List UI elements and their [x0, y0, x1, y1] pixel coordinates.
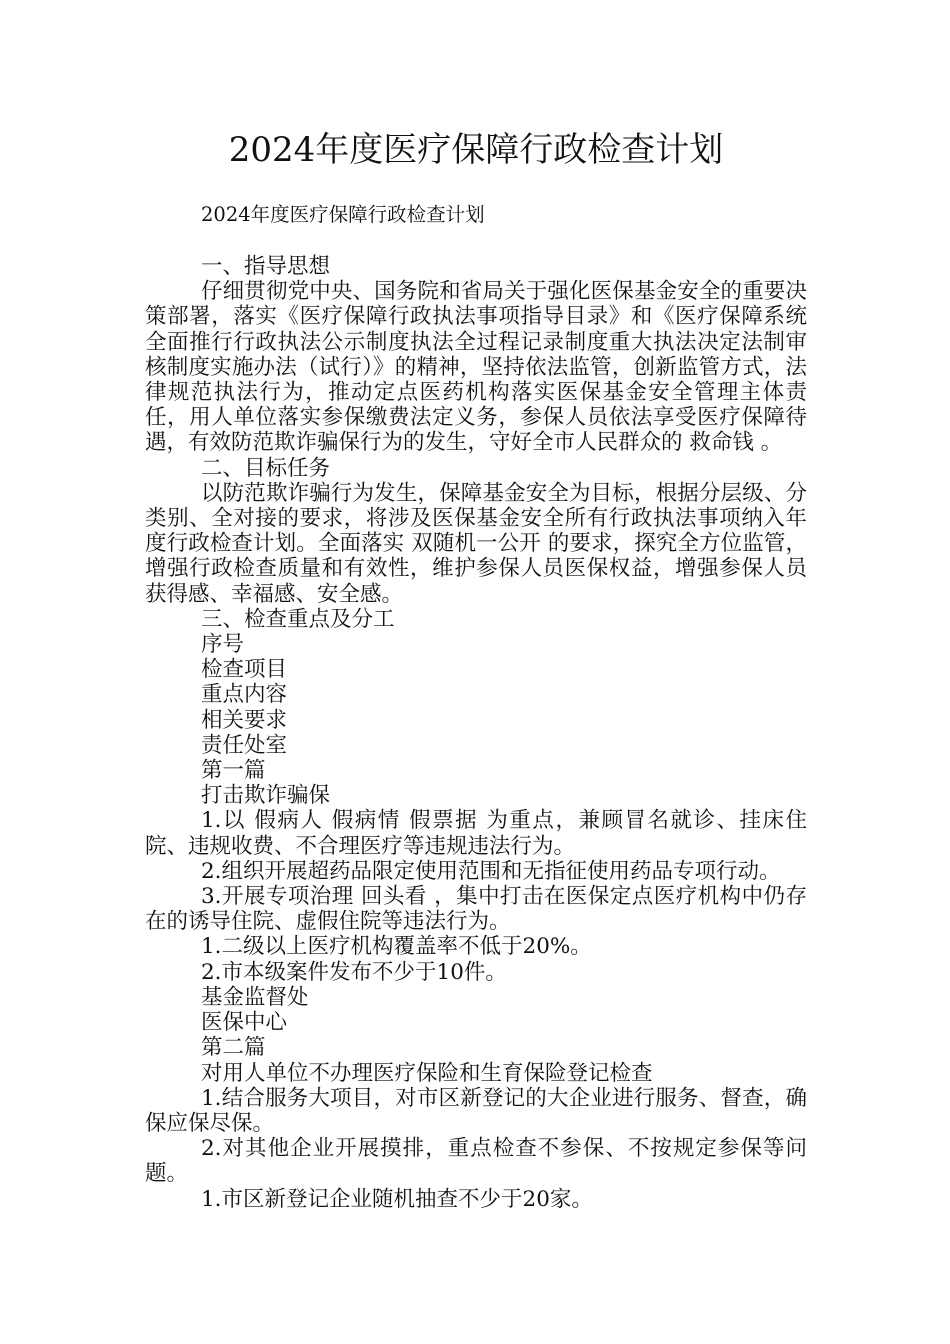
- table-header-key-content: 重点内容: [201, 682, 288, 708]
- document-title: 2024年度医疗保障行政检查计划: [228, 130, 724, 170]
- table-cell-employer-registration-check: 对用人单位不办理医疗保险和生育保险登记检查: [201, 1060, 653, 1086]
- paragraph-guiding-ideology: 仔细贯彻党中央、国务院和省局关于强化医保基金安全的重要决策部署，落实《医疗保障行政执法事项指导目录》和《医疗保障系统全面推行行政执法公示制度执法全过程记录制度重大执法决定法制审核制度实施办法（试行）》的精神，坚持依法监管，创新监管方式，法律规范执法行为，推动定点医药机构落实医保基金安全管理主体责任，用人单位落实参保缴费法定义务，参保人员依法享受医疗保障待遇，有效防范欺诈骗保行为的发生，守好全市人民群众的 救命钱 。: [145, 279, 807, 456]
- list-item-employer-focus-1: 1.结合服务大项目，对市区新登记的大企业进行服务、督查，确保应保尽保。: [145, 1085, 807, 1136]
- section-heading-guiding-ideology: 一、指导思想: [201, 254, 331, 279]
- list-item-focus-2: 2.组织开展超药品限定使用范围和无指征使用药品专项行动。: [201, 858, 781, 884]
- table-cell-part-two: 第二篇: [201, 1035, 266, 1061]
- document-body: [145, 254, 807, 1212]
- table-header-responsible-office: 责任处室: [201, 732, 288, 758]
- document-page: [145, 0, 807, 1212]
- table-header-serial-number: 序号: [201, 632, 245, 658]
- table-header-inspection-item: 检查项目: [201, 657, 288, 683]
- table-cell-part-one: 第一篇: [201, 758, 266, 784]
- table-cell-fraud-crackdown: 打击欺诈骗保: [201, 783, 331, 809]
- section-heading-inspection-focus: 三、检查重点及分工: [201, 606, 395, 632]
- list-item-focus-1: 1.以 假病人 假病情 假票据 为重点，兼顾冒名就诊、挂床住院、违规收费、不合理医疗等违规违法行为。: [145, 808, 807, 859]
- section-heading-objectives: 二、目标任务: [201, 455, 331, 481]
- table-cell-fund-supervision-office: 基金监督处: [201, 984, 309, 1010]
- list-item-employer-focus-2: 2.对其他企业开展摸排，重点检查不参保、不按规定参保等问题。: [145, 1136, 807, 1187]
- document-subtitle: 2024年度医疗保障行政检查计划: [201, 203, 485, 226]
- paragraph-objectives: 以防范欺诈骗行为发生，保障基金安全为目标，根据分层级、分类别、全对接的要求，将涉及医保基金安全所有行政执法事项纳入年度行政检查计划。全面落实 双随机一公开 的要求，探究全方位监管，增强行政检查质量和有效性，维护参保人员医保权益，增强参保人员获得感、幸福感、安全感。: [145, 480, 807, 607]
- list-item-employer-requirement-1: 1.市区新登记企业随机抽查不少于20家。: [201, 1186, 593, 1212]
- table-cell-medical-insurance-center: 医保中心: [201, 1010, 288, 1036]
- list-item-focus-3: 3.开展专项治理 回头看 ，集中打击在医保定点医疗机构中仍存在的诱导住院、虚假住院等违法行为。: [145, 884, 807, 935]
- list-item-requirement-2: 2.市本级案件发布不少于10件。: [201, 959, 507, 985]
- table-header-requirements: 相关要求: [201, 707, 288, 733]
- list-item-requirement-1: 1.二级以上医疗机构覆盖率不低于20%。: [201, 934, 592, 960]
